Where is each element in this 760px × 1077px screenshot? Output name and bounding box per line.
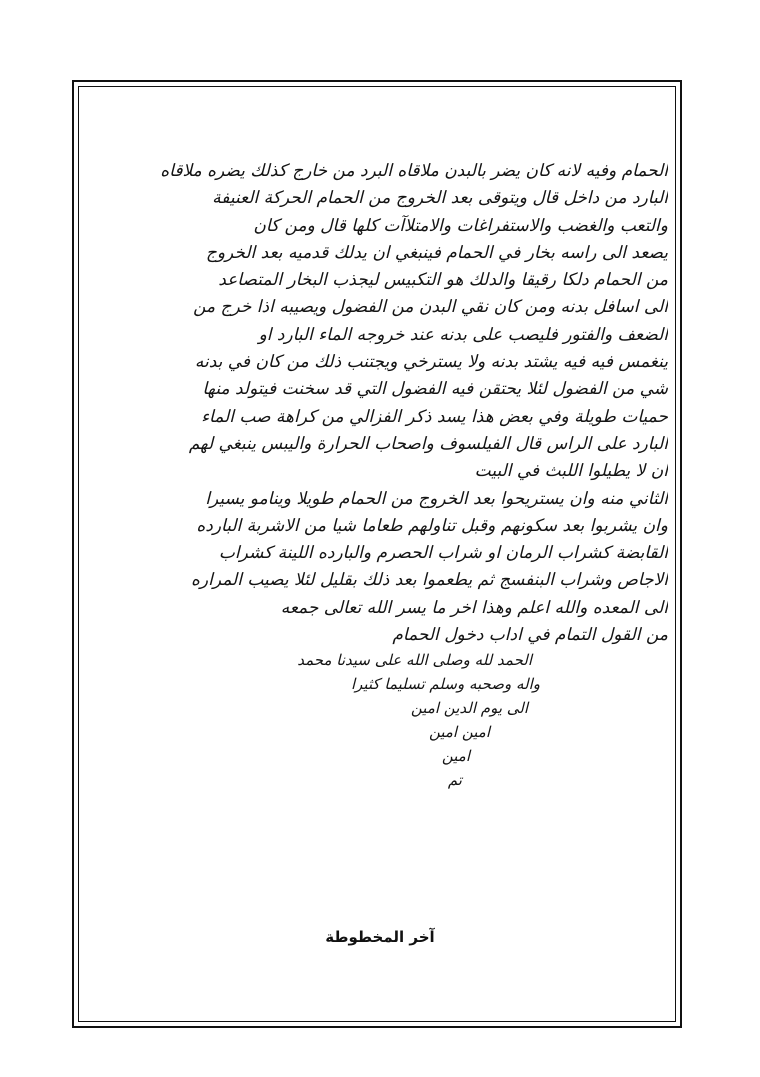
manuscript-line: والتعب والغضب والاستفراغات والامتلاآت كلها قال ومن كان [253,215,668,236]
manuscript-line: ان لا يطيلوا اللبث في البيت [474,461,668,482]
colophon-line: امين امين [428,723,490,741]
manuscript-line: الضعف والفتور فليصب على بدنه عند خروجه الماء البارد او [258,324,668,345]
manuscript-line: الى اسافل بدنه ومن كان نقي البدن من الفضول ويصيبه اذا خرج من [193,297,668,318]
manuscript-line: من الحمام دلكا رقيقا والدلك هو التكبيس ليجذب البخار المتصاعد [218,270,668,291]
manuscript-line: الى المعده والله اعلم وهذا اخر ما يسر الله تعالى جمعه [280,597,668,618]
manuscript-line: البارد من داخل قال ويتوقى بعد الخروج من الحمام الحركة العنيفة [212,188,668,209]
manuscript-line: يصعد الى راسه بخار في الحمام فينبغي ان يدلك قدميه بعد الخروج [205,242,668,263]
colophon-block [250,648,550,792]
colophon-line: امين [441,747,470,765]
manuscript-line: شي من الفضول لئلا يحتقن فيه الفضول التي قد سخنت فيتولد منها [202,379,668,400]
manuscript-line: ينغمس فيه فيه يشتد بدنه ولا يسترخي ويجتنب ذلك من كان في بدنه [194,352,668,373]
manuscript-line: وان يشربوا بعد سكونهم وقبل تناولهم طعاما شيا من الاشربة البارده [196,515,668,536]
manuscript-line: الثاني منه وان يستريحوا بعد الخروج من الحمام طويلا وينامو يسيرا [205,488,668,509]
manuscript-line: القابضة كشراب الرمان او شراب الحصرم والبارده اللينة كشراب [218,543,668,564]
manuscript-line: حميات طويلة وفي بعض هذا يسد ذكر الفزالي من كراهة صب الماء [201,406,668,427]
colophon-line: واله وصحبه وسلم تسليما كثيرا [350,675,540,693]
colophon-line: الحمد لله وصلى الله على سيدنا محمد [297,651,532,669]
manuscript-line: الاجاص وشراب البنفسج ثم يطعموا بعد ذلك بقليل لئلا يصيب المراره [190,570,668,591]
colophon-line: الى يوم الدين امين [410,699,528,717]
manuscript-text-block [108,158,668,649]
manuscript-line: الحمام وفيه لانه كان يضر بالبدن ملاقاه البرد من خارج كذلك يضره ملاقاه [160,161,668,181]
manuscript-line: من القول التمام في اداب دخول الحمام [392,625,668,646]
manuscript-line: البارد على الراس قال الفيلسوف واصحاب الحرارة واليبس ينبغي لهم [188,433,668,454]
end-of-manuscript-label: آخر المخطوطة [325,928,435,946]
colophon-line: تم [447,771,462,789]
